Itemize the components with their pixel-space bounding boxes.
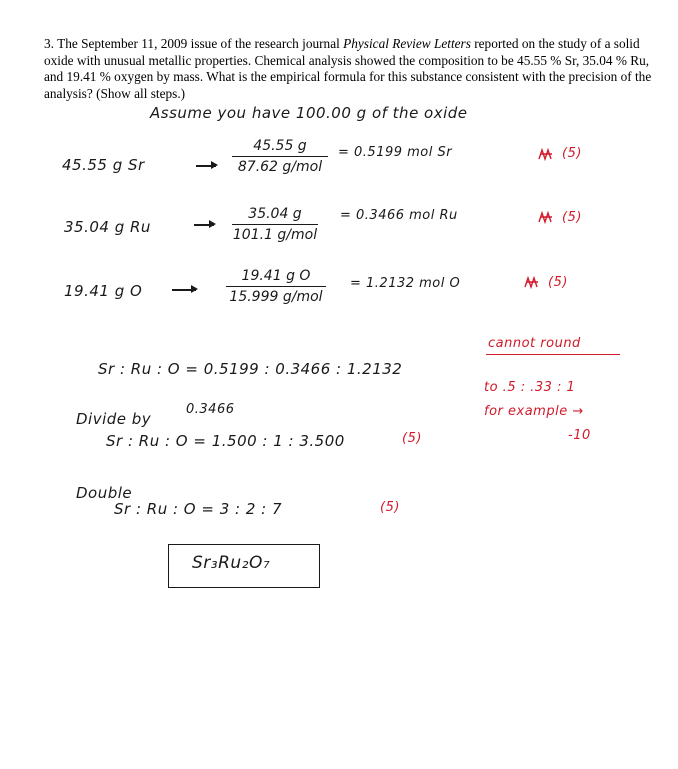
o-denominator: 15.999 g/mol [229,289,323,306]
sr-result: = 0.5199 mol Sr [338,145,453,160]
mole-ratio: Sr : Ru : O = 0.5199 : 0.3466 : 1.2132 [98,360,403,378]
sr-fraction-bar [232,156,328,157]
sr-mass: 45.55 g Sr [62,156,145,174]
sr-arrow [196,165,216,167]
ru-fraction [232,206,318,243]
score-divide: (5) [402,431,422,446]
ru-denominator: 101.1 g/mol [232,227,318,244]
assume-line: Assume you have 100.00 g of the oxide [150,104,468,122]
doubled-ratio: Sr : Ru : O = 3 : 2 : 7 [114,500,283,518]
problem-text-before: The September 11, 2009 issue of the research journal [57,36,344,51]
o-fraction [226,268,326,305]
o-numerator: 19.41 g O [241,268,311,284]
o-arrow [172,289,196,291]
ru-arrow [194,224,214,226]
o-mass: 19.41 g O [64,282,143,300]
score-sr: (5) [562,146,582,161]
scribble-icon [538,211,554,224]
divide-label: Divide by [76,410,152,428]
double-label: Double [76,484,133,502]
comment-line-3: for example → [484,404,584,419]
journal-name: Physical Review Letters [343,36,471,51]
sr-numerator: 45.55 g [253,138,307,154]
score-double: (5) [380,500,400,515]
scribble-icon [538,148,554,161]
problem-statement [44,36,654,102]
ru-fraction-bar [232,224,318,225]
comment-deduction: -10 [568,428,591,443]
sr-fraction [232,138,328,175]
o-fraction-bar [226,286,326,287]
comment-line-1: cannot round [488,336,581,351]
score-ru: (5) [562,210,582,225]
scribble-icon [524,276,540,289]
ru-result: = 0.3466 mol Ru [340,208,458,223]
ru-mass: 35.04 g Ru [64,218,151,236]
score-o: (5) [548,275,568,290]
comment-line-2: to .5 : .33 : 1 [484,380,576,395]
ru-numerator: 35.04 g [248,206,302,222]
sr-denominator: 87.62 g/mol [237,159,323,176]
problem-text-after: reported on the study of a solid oxide with unusual metallic properties. Chemical analysis showed the composition to be 45.55 % Sr, 35.04 % Ru, and 19.41 % oxygen by mass. What is the empirical formula for this substance consistent with the precision of the analysis? (Show all steps.) [44,36,652,101]
o-result: = 1.2132 mol O [350,276,461,291]
final-formula: Sr₃Ru₂O₇ [192,553,271,573]
comment-underline [486,354,620,355]
divide-value: 0.3466 [186,402,235,417]
divided-ratio: Sr : Ru : O = 1.500 : 1 : 3.500 [106,432,345,450]
problem-number: 3. [44,36,54,51]
